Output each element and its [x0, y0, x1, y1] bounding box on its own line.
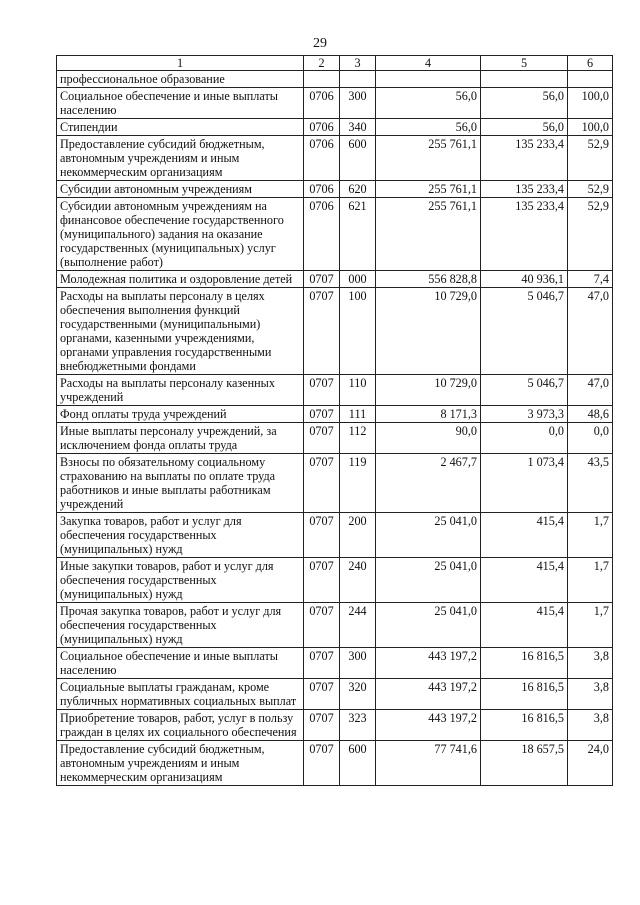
- table-row: [57, 558, 613, 603]
- table-row: [57, 119, 613, 136]
- row-plan-amount: 10 729,0: [376, 375, 481, 406]
- row-name: Фонд оплаты труда учреждений: [57, 406, 304, 423]
- header-col-1: 1: [57, 56, 304, 71]
- row-executed-amount: 18 657,5: [481, 741, 568, 786]
- row-plan-amount: 8 171,3: [376, 406, 481, 423]
- row-percent-executed: 1,7: [568, 513, 613, 558]
- row-plan-amount: 25 041,0: [376, 558, 481, 603]
- row-name: Предоставление субсидий бюджетным, автономным учреждениям и иным некоммерческим организациям: [57, 136, 304, 181]
- row-percent-executed: 3,8: [568, 648, 613, 679]
- row-executed-amount: [481, 71, 568, 88]
- row-plan-amount: 255 761,1: [376, 181, 481, 198]
- row-expense-type: 119: [340, 454, 376, 513]
- row-section-code: 0707: [304, 648, 340, 679]
- row-expense-type: [340, 71, 376, 88]
- page-number: 29: [313, 36, 327, 51]
- row-section-code: 0707: [304, 710, 340, 741]
- table-row: [57, 406, 613, 423]
- row-percent-executed: 52,9: [568, 136, 613, 181]
- row-name: Молодежная политика и оздоровление детей: [57, 271, 304, 288]
- row-name: Стипендии: [57, 119, 304, 136]
- table-row: [57, 198, 613, 271]
- row-executed-amount: 16 816,5: [481, 679, 568, 710]
- row-name: Социальное обеспечение и иные выплаты населению: [57, 648, 304, 679]
- row-section-code: 0707: [304, 271, 340, 288]
- row-name: Расходы на выплаты персоналу казенных учреждений: [57, 375, 304, 406]
- row-section-code: 0707: [304, 375, 340, 406]
- row-name: Иные выплаты персоналу учреждений, за исключением фонда оплаты труда: [57, 423, 304, 454]
- row-percent-executed: 1,7: [568, 603, 613, 648]
- row-expense-type: 620: [340, 181, 376, 198]
- row-percent-executed: 43,5: [568, 454, 613, 513]
- row-plan-amount: 556 828,8: [376, 271, 481, 288]
- row-name: Субсидии автономным учреждениям: [57, 181, 304, 198]
- row-executed-amount: 415,4: [481, 513, 568, 558]
- row-expense-type: 200: [340, 513, 376, 558]
- row-executed-amount: 135 233,4: [481, 181, 568, 198]
- table-body: [57, 71, 613, 786]
- row-executed-amount: 56,0: [481, 119, 568, 136]
- row-executed-amount: 5 046,7: [481, 288, 568, 375]
- row-name: Социальное обеспечение и иные выплаты населению: [57, 88, 304, 119]
- row-expense-type: 244: [340, 603, 376, 648]
- row-executed-amount: 1 073,4: [481, 454, 568, 513]
- header-col-2: 2: [304, 56, 340, 71]
- row-expense-type: 600: [340, 741, 376, 786]
- row-percent-executed: 3,8: [568, 679, 613, 710]
- row-plan-amount: 443 197,2: [376, 679, 481, 710]
- row-percent-executed: 0,0: [568, 423, 613, 454]
- row-plan-amount: 10 729,0: [376, 288, 481, 375]
- table-header: [57, 56, 613, 71]
- row-plan-amount: 443 197,2: [376, 648, 481, 679]
- table-row: [57, 71, 613, 88]
- header-col-5: 5: [481, 56, 568, 71]
- table-row: [57, 513, 613, 558]
- row-executed-amount: 16 816,5: [481, 648, 568, 679]
- table-row: [57, 288, 613, 375]
- row-plan-amount: 25 041,0: [376, 603, 481, 648]
- row-section-code: 0707: [304, 679, 340, 710]
- table-row: [57, 741, 613, 786]
- row-section-code: 0707: [304, 741, 340, 786]
- row-percent-executed: 52,9: [568, 198, 613, 271]
- row-plan-amount: 56,0: [376, 119, 481, 136]
- table-row: [57, 710, 613, 741]
- row-executed-amount: 0,0: [481, 423, 568, 454]
- row-executed-amount: 415,4: [481, 558, 568, 603]
- row-executed-amount: 5 046,7: [481, 375, 568, 406]
- row-name: Иные закупки товаров, работ и услуг для обеспечения государственных (муниципальных) нужд: [57, 558, 304, 603]
- table-row: [57, 375, 613, 406]
- table-row: [57, 88, 613, 119]
- budget-table: [56, 55, 613, 786]
- row-percent-executed: 3,8: [568, 710, 613, 741]
- row-expense-type: 110: [340, 375, 376, 406]
- header-row: [57, 56, 613, 71]
- row-plan-amount: 77 741,6: [376, 741, 481, 786]
- row-section-code: 0706: [304, 181, 340, 198]
- row-plan-amount: [376, 71, 481, 88]
- table-row: [57, 136, 613, 181]
- row-name: Взносы по обязательному социальному страхованию на выплаты по оплате труда работников и иные выплаты работникам учреждений: [57, 454, 304, 513]
- row-percent-executed: [568, 71, 613, 88]
- row-name: Предоставление субсидий бюджетным, автономным учреждениям и иным некоммерческим организациям: [57, 741, 304, 786]
- row-expense-type: 240: [340, 558, 376, 603]
- row-section-code: 0707: [304, 513, 340, 558]
- row-section-code: 0707: [304, 406, 340, 423]
- row-expense-type: 300: [340, 88, 376, 119]
- row-expense-type: 323: [340, 710, 376, 741]
- table-row: [57, 423, 613, 454]
- row-section-code: [304, 71, 340, 88]
- row-percent-executed: 24,0: [568, 741, 613, 786]
- table-row: [57, 603, 613, 648]
- table-row: [57, 181, 613, 198]
- row-executed-amount: 135 233,4: [481, 136, 568, 181]
- row-expense-type: 100: [340, 288, 376, 375]
- row-expense-type: 621: [340, 198, 376, 271]
- row-section-code: 0707: [304, 454, 340, 513]
- row-expense-type: 112: [340, 423, 376, 454]
- row-plan-amount: 255 761,1: [376, 198, 481, 271]
- row-plan-amount: 443 197,2: [376, 710, 481, 741]
- row-expense-type: 111: [340, 406, 376, 423]
- row-section-code: 0706: [304, 88, 340, 119]
- row-plan-amount: 2 467,7: [376, 454, 481, 513]
- table-row: [57, 454, 613, 513]
- row-percent-executed: 52,9: [568, 181, 613, 198]
- row-executed-amount: 3 973,3: [481, 406, 568, 423]
- row-name: Социальные выплаты гражданам, кроме публичных нормативных социальных выплат: [57, 679, 304, 710]
- row-percent-executed: 48,6: [568, 406, 613, 423]
- row-expense-type: 000: [340, 271, 376, 288]
- row-name: Прочая закупка товаров, работ и услуг для обеспечения государственных (муниципальных) нужд: [57, 603, 304, 648]
- row-expense-type: 600: [340, 136, 376, 181]
- row-section-code: 0706: [304, 198, 340, 271]
- row-plan-amount: 56,0: [376, 88, 481, 119]
- row-expense-type: 320: [340, 679, 376, 710]
- row-section-code: 0707: [304, 288, 340, 375]
- row-plan-amount: 90,0: [376, 423, 481, 454]
- row-plan-amount: 255 761,1: [376, 136, 481, 181]
- header-col-4: 4: [376, 56, 481, 71]
- row-name: Закупка товаров, работ и услуг для обеспечения государственных (муниципальных) нужд: [57, 513, 304, 558]
- row-executed-amount: 56,0: [481, 88, 568, 119]
- header-col-6: 6: [568, 56, 613, 71]
- row-percent-executed: 100,0: [568, 88, 613, 119]
- row-name: Расходы на выплаты персоналу в целях обеспечения выполнения функций государственными (муниципальными) органами, казенными учреждениями, органами управления государственными внебюджетными фондами: [57, 288, 304, 375]
- row-section-code: 0707: [304, 423, 340, 454]
- table-row: [57, 648, 613, 679]
- row-executed-amount: 40 936,1: [481, 271, 568, 288]
- header-col-3: 3: [340, 56, 376, 71]
- row-section-code: 0706: [304, 136, 340, 181]
- row-executed-amount: 135 233,4: [481, 198, 568, 271]
- row-name: Субсидии автономным учреждениям на финансовое обеспечение государственного (муниципального) задания на оказание государственных (муниципальных) услуг (выполнение работ): [57, 198, 304, 271]
- row-plan-amount: 25 041,0: [376, 513, 481, 558]
- row-section-code: 0707: [304, 558, 340, 603]
- table-row: [57, 679, 613, 710]
- row-section-code: 0706: [304, 119, 340, 136]
- row-executed-amount: 415,4: [481, 603, 568, 648]
- row-expense-type: 340: [340, 119, 376, 136]
- row-name: Приобретение товаров, работ, услуг в пользу граждан в целях их социального обеспечения: [57, 710, 304, 741]
- row-name: профессиональное образование: [57, 71, 304, 88]
- row-expense-type: 300: [340, 648, 376, 679]
- row-percent-executed: 7,4: [568, 271, 613, 288]
- row-executed-amount: 16 816,5: [481, 710, 568, 741]
- table-row: [57, 271, 613, 288]
- row-percent-executed: 100,0: [568, 119, 613, 136]
- row-percent-executed: 47,0: [568, 375, 613, 406]
- row-percent-executed: 47,0: [568, 288, 613, 375]
- row-section-code: 0707: [304, 603, 340, 648]
- row-percent-executed: 1,7: [568, 558, 613, 603]
